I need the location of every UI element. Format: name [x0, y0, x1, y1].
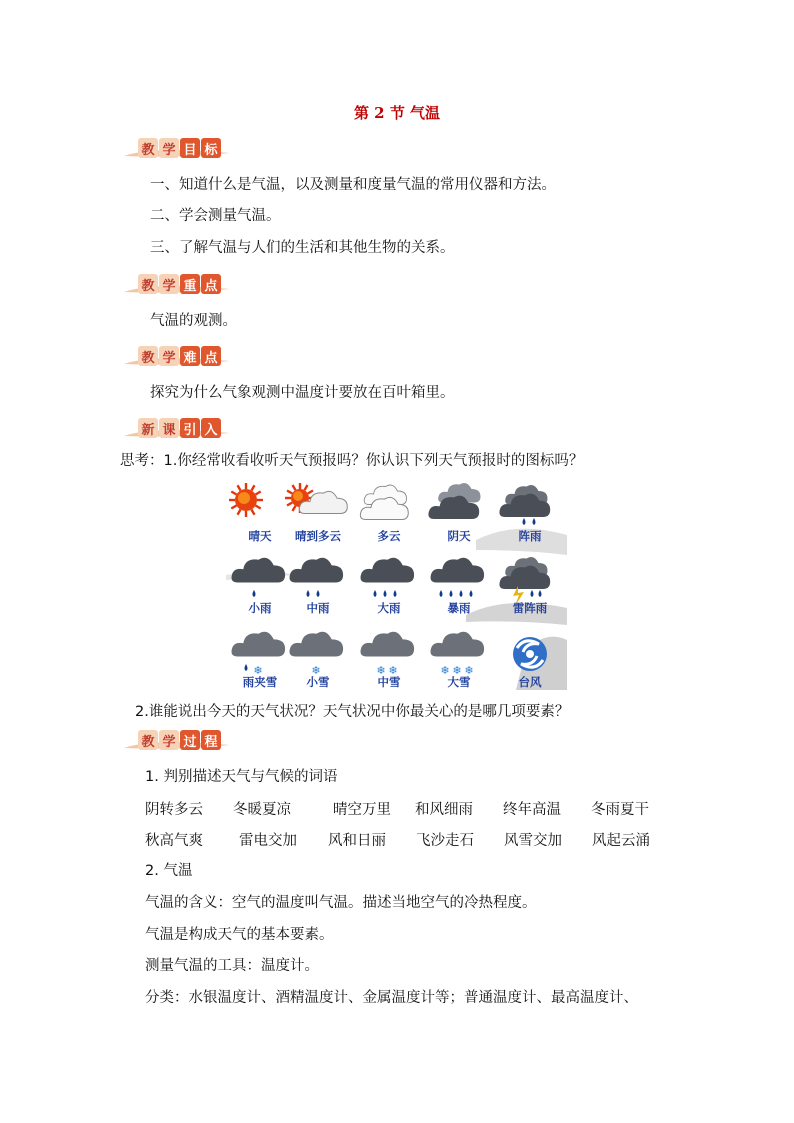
key-point-text: 气温的观测。 [150, 313, 237, 329]
typhoon-icon [496, 626, 564, 678]
process-item-2-title: 2. 气温 [145, 863, 193, 879]
weather-cell [355, 552, 423, 618]
section-char: 过 [180, 730, 200, 750]
objective-2: 二、学会测量气温。 [150, 208, 281, 224]
section-char: 引 [180, 418, 200, 438]
svg-text:❄: ❄ [376, 664, 386, 677]
weather-cell [425, 480, 493, 546]
word-item: 阴转多云 [145, 802, 203, 818]
overcast-icon [425, 480, 493, 532]
weather-cell [284, 552, 352, 618]
section-header-key-points [122, 272, 232, 298]
heavy-snow-icon [425, 626, 493, 678]
word-item: 风起云涌 [592, 833, 650, 849]
rainstorm-icon [425, 552, 493, 604]
section-char: 教 [138, 346, 158, 366]
word-item: 风雪交加 [504, 833, 562, 849]
weather-label: 阴天 [447, 529, 471, 543]
weather-label: 晴天 [248, 529, 272, 543]
weather-label: 中雨 [306, 601, 330, 615]
weather-cell [425, 626, 493, 690]
weather-label: 雷阵雨 [512, 601, 548, 615]
section-header-objectives [122, 136, 232, 162]
section-char: 难 [180, 346, 200, 366]
section-char: 学 [159, 730, 179, 750]
section-char: 目 [180, 138, 200, 158]
light-snow-icon [284, 626, 352, 678]
section-header-difficulties [122, 344, 232, 370]
section-char: 学 [159, 138, 179, 158]
temperature-meaning: 气温的含义：空气的温度叫气温。描述当地空气的冷热程度。 [145, 895, 537, 911]
moderate-rain-icon [284, 552, 352, 604]
word-item: 雷电交加 [239, 833, 297, 849]
weather-cell [496, 626, 564, 690]
weather-label: 暴雨 [447, 601, 471, 615]
section-char: 学 [159, 274, 179, 294]
weather-label: 雨夹雪 [242, 675, 278, 689]
weather-label: 中雪 [377, 675, 401, 689]
section-char: 新 [138, 418, 158, 438]
word-item: 飞沙走石 [416, 833, 474, 849]
word-row-1 [145, 798, 671, 819]
weather-cell [355, 626, 423, 690]
section-char: 入 [201, 418, 221, 438]
temperature-basic: 气温是构成天气的基本要素。 [145, 927, 334, 943]
objective-3: 三、了解气温与人们的生活和其他生物的关系。 [150, 240, 455, 256]
section-char: 点 [201, 346, 221, 366]
section-char: 标 [201, 138, 221, 158]
section-char: 教 [138, 730, 158, 750]
temperature-tool: 测量气温的工具：温度计。 [145, 958, 319, 974]
section-char: 教 [138, 138, 158, 158]
weather-cell [284, 480, 352, 546]
section-char: 课 [159, 418, 179, 438]
weather-cell [355, 480, 423, 546]
word-item: 秋高气爽 [145, 833, 203, 849]
word-row-2 [145, 829, 672, 850]
process-item-1-title: 1. 判别描述天气与气候的词语 [145, 769, 338, 785]
svg-text:❄: ❄ [388, 664, 398, 677]
weather-label: 台风 [518, 675, 542, 689]
section-char: 点 [201, 274, 221, 294]
section-char: 教 [138, 274, 158, 294]
weather-label: 大雨 [377, 601, 401, 615]
svg-text:❄: ❄ [440, 664, 450, 677]
svg-text:❄: ❄ [253, 664, 263, 677]
section-char: 重 [180, 274, 200, 294]
weather-cell [496, 552, 564, 618]
weather-cell [284, 626, 352, 690]
weather-cell [496, 480, 564, 546]
svg-text:❄: ❄ [311, 664, 321, 677]
thermometer-classification: 分类：水银温度计、酒精温度计、金属温度计等；普通温度计、最高温度计、 [145, 990, 638, 1006]
intro-question-2: 2.谁能说出今天的天气状况？天气状况中你最关心的是哪几项要素？ [135, 704, 570, 720]
section-header-intro [122, 416, 232, 442]
weather-icons-panel [226, 480, 567, 690]
shower-icon [496, 480, 564, 532]
objective-1: 一、知道什么是气温，以及测量和度量气温的常用仪器和方法。 [150, 177, 556, 193]
svg-text:❄: ❄ [464, 664, 474, 677]
moderate-snow-icon [355, 626, 423, 678]
word-item: 风和日丽 [328, 833, 386, 849]
weather-label: 小雨 [248, 601, 272, 615]
thunder-shower-icon [496, 552, 564, 604]
weather-label: 晴到多云 [295, 529, 341, 543]
cloudy-icon [355, 480, 423, 532]
section-char: 学 [159, 346, 179, 366]
intro-question-1: 思考：1.你经常收看收听天气预报吗？你认识下列天气预报时的图标吗？ [120, 453, 584, 469]
weather-label: 多云 [377, 529, 401, 543]
page-title: 第 2 节 气温 [353, 104, 441, 122]
word-item: 冬暖夏凉 [233, 802, 291, 818]
svg-text:❄: ❄ [452, 664, 462, 677]
weather-label: 小雪 [306, 675, 330, 689]
section-char: 程 [201, 730, 221, 750]
weather-cell [425, 552, 493, 618]
weather-label: 阵雨 [518, 529, 542, 543]
sun-cloud-icon [284, 480, 352, 532]
section-header-process [122, 728, 232, 754]
word-item: 和风细雨 [415, 802, 473, 818]
weather-label: 大雪 [447, 675, 471, 689]
heavy-rain-icon [355, 552, 423, 604]
word-item: 晴空万里 [333, 802, 391, 818]
difficulty-text: 探究为什么气象观测中温度计要放在百叶箱里。 [150, 385, 455, 401]
word-item: 终年高温 [503, 802, 561, 818]
word-item: 冬雨夏干 [591, 802, 649, 818]
